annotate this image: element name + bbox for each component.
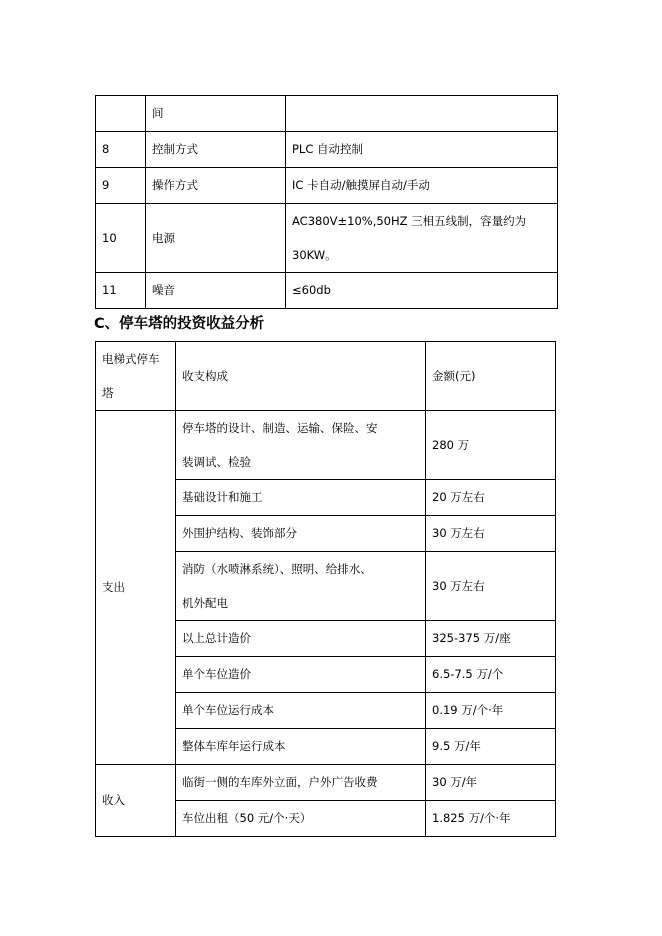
item-cell: 外围护结构、装饰部分 xyxy=(176,516,426,552)
spec-value: PLC 自动控制 xyxy=(286,132,558,168)
spec-item: 噪音 xyxy=(146,273,286,309)
spec-item: 间 xyxy=(146,96,286,132)
item-line: 机外配电 xyxy=(182,596,228,610)
item-cell: 以上总计造价 xyxy=(176,621,426,657)
table-row xyxy=(96,96,558,132)
item-cell xyxy=(176,411,426,480)
table-row xyxy=(96,132,558,168)
spec-value xyxy=(286,204,558,273)
amount-cell: 325-375 万/座 xyxy=(426,621,556,657)
table-row xyxy=(96,204,558,273)
amount-cell: 280 万 xyxy=(426,411,556,480)
spec-no: 9 xyxy=(96,168,146,204)
amount-cell: 20 万左右 xyxy=(426,480,556,516)
spec-value xyxy=(286,96,558,132)
item-cell: 基础设计和施工 xyxy=(176,480,426,516)
header-type-line: 电梯式停车 xyxy=(102,352,160,366)
amount-cell: 0.19 万/个·年 xyxy=(426,693,556,729)
spec-item: 操作方式 xyxy=(146,168,286,204)
amount-cell: 30 万/年 xyxy=(426,765,556,801)
income-label: 收入 xyxy=(96,765,176,837)
item-cell: 临街一侧的车库外立面，户外广告收费 xyxy=(176,765,426,801)
table-row xyxy=(96,765,556,801)
spec-value: IC 卡自动/触摸屏自动/手动 xyxy=(286,168,558,204)
spec-no: 11 xyxy=(96,273,146,309)
header-amount: 金额(元) xyxy=(426,342,556,411)
amount-cell: 6.5-7.5 万/个 xyxy=(426,657,556,693)
expense-label: 支出 xyxy=(96,411,176,765)
spec-no xyxy=(96,96,146,132)
amount-cell: 9.5 万/年 xyxy=(426,729,556,765)
amount-cell: 30 万左右 xyxy=(426,552,556,621)
spec-table xyxy=(95,95,558,309)
item-cell: 整体车库年运行成本 xyxy=(176,729,426,765)
investment-table xyxy=(95,341,556,837)
item-cell: 单个车位运行成本 xyxy=(176,693,426,729)
table-row xyxy=(96,168,558,204)
item-cell xyxy=(176,552,426,621)
table-row xyxy=(96,273,558,309)
spec-no: 8 xyxy=(96,132,146,168)
header-type xyxy=(96,342,176,411)
header-type-line: 塔 xyxy=(102,386,114,400)
item-cell: 车位出租（50 元/个·天） xyxy=(176,801,426,837)
section-heading: C、停车塔的投资收益分析 xyxy=(94,316,265,332)
spec-item: 控制方式 xyxy=(146,132,286,168)
header-composition: 收支构成 xyxy=(176,342,426,411)
amount-cell: 1.825 万/个·年 xyxy=(426,801,556,837)
spec-value-line: 30KW。 xyxy=(292,248,337,262)
table-header-row xyxy=(96,342,556,411)
item-line: 停车塔的设计、制造、运输、保险、安 xyxy=(182,421,378,435)
item-line: 装调试、检验 xyxy=(182,455,251,469)
spec-value-line: AC380V±10%,50HZ 三相五线制，容量约为 xyxy=(292,214,527,228)
spec-item: 电源 xyxy=(146,204,286,273)
item-line: 消防（水喷淋系统）、照明、给排水、 xyxy=(182,562,372,576)
spec-value: ≤60db xyxy=(286,273,558,309)
item-cell: 单个车位造价 xyxy=(176,657,426,693)
amount-cell: 30 万左右 xyxy=(426,516,556,552)
spec-no: 10 xyxy=(96,204,146,273)
table-row xyxy=(96,411,556,480)
